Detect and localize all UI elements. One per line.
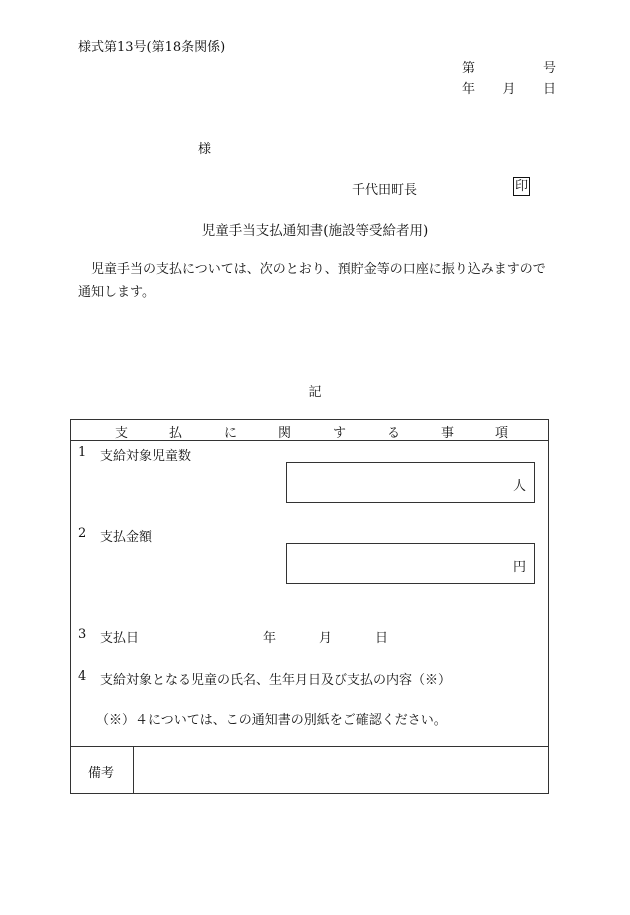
item4-label: 支給対象となる児童の氏名、生年月日及び支払の内容（※） bbox=[100, 673, 452, 688]
number-label-go: 号 bbox=[542, 61, 556, 76]
header-char: に bbox=[224, 426, 238, 441]
item1-number: 1 bbox=[78, 445, 87, 460]
body-text: 児童手当の支払については、次のとおり、預貯金等の口座に振り込みますので通知します。 bbox=[78, 262, 546, 300]
seal-mark: 印 bbox=[515, 179, 529, 194]
remarks-label-cell bbox=[71, 747, 134, 794]
date-day-label: 日 bbox=[542, 82, 556, 97]
payment-date-year: 年 bbox=[263, 631, 277, 646]
item4-note: （※）４については、この通知書の別紙をご確認ください。 bbox=[96, 713, 447, 728]
header-char: 関 bbox=[278, 426, 292, 441]
item1-label: 支給対象児童数 bbox=[100, 449, 192, 464]
item3-number: 3 bbox=[78, 627, 87, 642]
remarks-label: 備考 bbox=[88, 766, 115, 781]
payment-date-month: 月 bbox=[319, 631, 333, 646]
form-number: 様式第13号(第18条関係) bbox=[78, 40, 226, 55]
item2-label: 支払金額 bbox=[100, 530, 153, 545]
date-year-label: 年 bbox=[462, 82, 476, 97]
header-char: す bbox=[333, 426, 347, 441]
child-count-unit: 人 bbox=[512, 479, 526, 494]
remarks-row bbox=[71, 746, 548, 794]
header-char: る bbox=[387, 426, 401, 441]
header-char: 項 bbox=[495, 426, 509, 441]
table-header bbox=[71, 420, 548, 441]
payment-amount-unit: 円 bbox=[512, 560, 526, 575]
header-char: 事 bbox=[441, 426, 455, 441]
recipient-suffix: 様 bbox=[198, 142, 212, 157]
item2-number: 2 bbox=[78, 526, 87, 541]
number-label-dai: 第 bbox=[462, 61, 476, 76]
issuer-name: 千代田町長 bbox=[352, 183, 418, 198]
ki-heading: 記 bbox=[308, 385, 322, 400]
document-number-row bbox=[462, 57, 556, 76]
payment-amount-field[interactable] bbox=[286, 543, 535, 584]
payment-date-day: 日 bbox=[375, 631, 389, 646]
header-char: 支 bbox=[115, 426, 129, 441]
header-char: 払 bbox=[169, 426, 183, 441]
child-count-field[interactable] bbox=[286, 462, 535, 503]
payment-details-table bbox=[70, 419, 549, 794]
document-title: 児童手当支払通知書(施設等受給者用) bbox=[201, 223, 429, 239]
issue-date-row bbox=[462, 78, 556, 97]
date-month-label: 月 bbox=[502, 82, 516, 97]
item4-number: 4 bbox=[78, 669, 87, 684]
item3-label: 支払日 bbox=[100, 631, 140, 646]
